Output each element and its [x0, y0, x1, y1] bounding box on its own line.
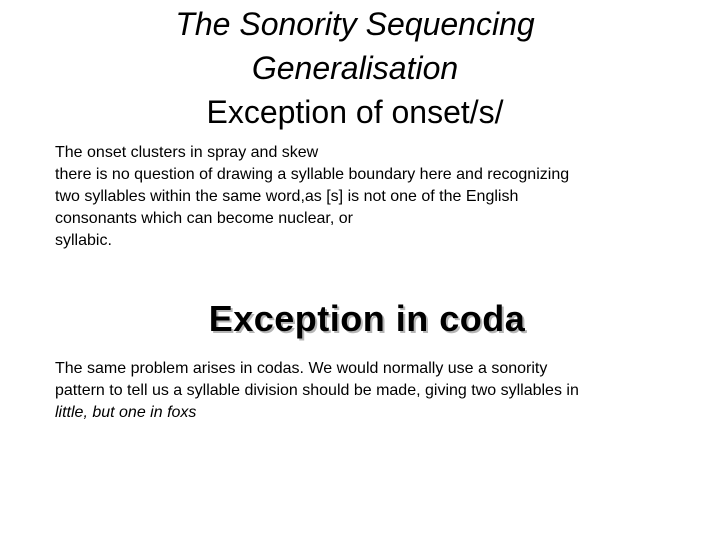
onset-paragraph-line: there is no question of drawing a syllable boundary here and recognizing	[55, 166, 570, 183]
onset-exception-paragraph	[55, 142, 685, 252]
coda-paragraph-line	[55, 402, 685, 424]
coda-paragraph-line: The same problem arises in codas. We would normally use a sonority	[55, 360, 548, 377]
slide-title	[0, 2, 710, 134]
coda-paragraph-line-rest: , but one in foxs	[83, 404, 197, 421]
example-word-little: little	[55, 404, 84, 421]
coda-paragraph-line: pattern to tell us a syllable division should be made, giving two syllables in	[55, 382, 579, 399]
title-line-3: Exception of onset/s/	[206, 94, 504, 130]
onset-paragraph-line: consonants which can become nuclear, or	[55, 210, 353, 227]
title-line-1: The Sonority Sequencing	[175, 6, 535, 42]
coda-section-heading: Exception in coda	[208, 298, 526, 339]
onset-paragraph-line: The onset clusters in spray and skew	[55, 144, 319, 161]
onset-paragraph-line: syllabic.	[55, 232, 112, 249]
coda-exception-paragraph	[55, 358, 685, 424]
onset-paragraph-line: two syllables within the same word,as [s] is not one of the English	[55, 188, 519, 205]
title-line-2: Generalisation	[251, 50, 459, 86]
